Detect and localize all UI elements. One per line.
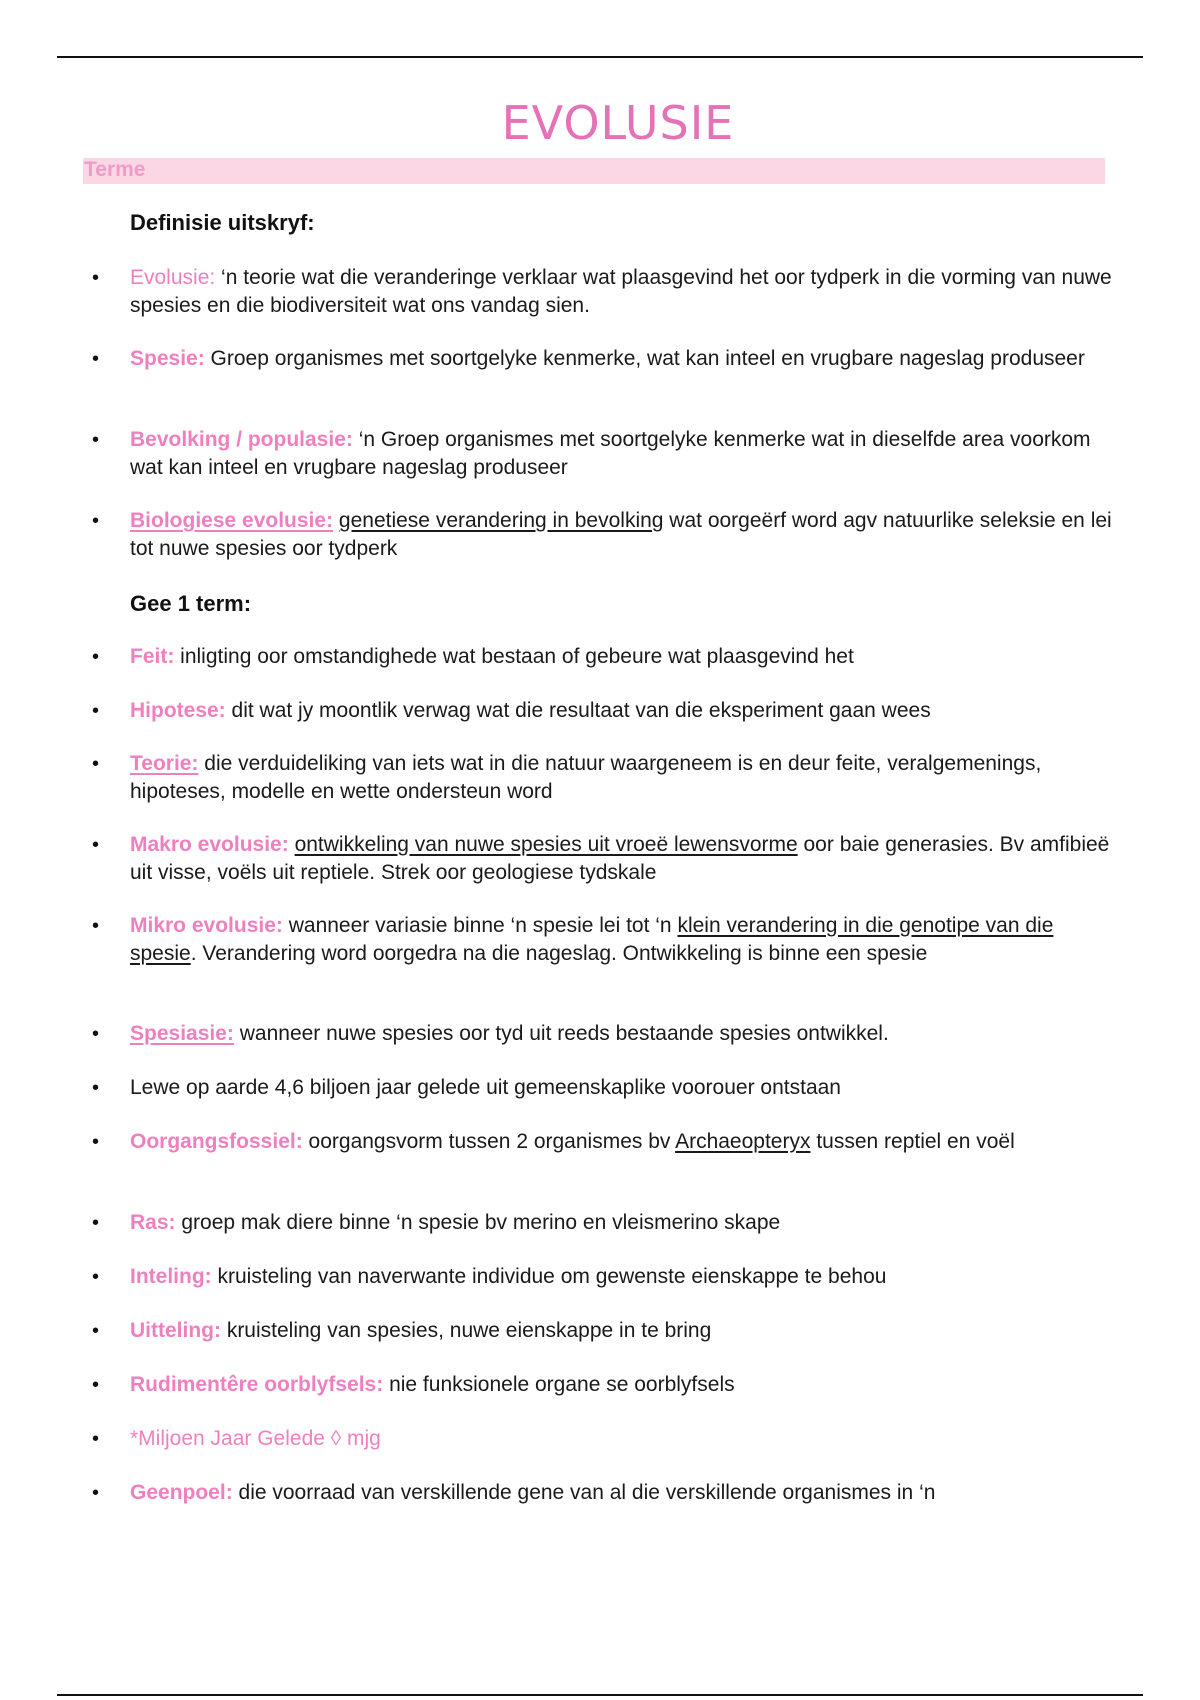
term-label: Spesie: bbox=[130, 347, 205, 370]
term-definition: Groep organismes met soortgelyke kenmerke, wat kan inteel en vrugbare nageslag produseer bbox=[204, 347, 1085, 370]
term-definition: ‘n Groep organismes met soortgelyke kenmerke wat in dieselfde area voorkom wat kan inteel en vrugbare nageslag produseer bbox=[130, 428, 1091, 479]
term-definition-part: wanneer variasie binne ‘n spesie lei tot ‘n bbox=[282, 914, 678, 937]
bullet-icon: • bbox=[92, 1320, 100, 1342]
list-item bbox=[92, 1317, 1112, 1345]
term-label: Biologiese evolusie: bbox=[130, 509, 334, 532]
term-label: Ras: bbox=[130, 1211, 176, 1234]
underlined-phrase: klein verandering in die genotipe van die spesie bbox=[130, 914, 1054, 965]
term-definition: wanneer nuwe spesies oor tyd uit reeds bestaande spesies ontwikkel. bbox=[233, 1022, 889, 1045]
list-item bbox=[92, 912, 1112, 968]
underlined-phrase: ontwikkeling van nuwe spesies uit vroeë lewensvorme bbox=[294, 833, 798, 856]
bullet-icon: • bbox=[92, 1266, 100, 1288]
list-item bbox=[92, 1425, 1112, 1453]
list-item bbox=[92, 1074, 1112, 1102]
section-header-label: Terme bbox=[84, 158, 146, 181]
bullet-icon: • bbox=[92, 1131, 100, 1153]
term-label: Teorie: bbox=[130, 752, 199, 775]
bottom-rule bbox=[57, 1694, 1143, 1696]
term-label: Spesiasie: bbox=[130, 1022, 234, 1045]
bullet-icon: • bbox=[92, 348, 100, 370]
bullet-icon: • bbox=[92, 1212, 100, 1234]
term-definition: inligting oor omstandighede wat bestaan of gebeure wat plaasgevind het bbox=[174, 645, 854, 668]
term-label: Mikro evolusie: bbox=[130, 914, 283, 937]
list-item bbox=[92, 1128, 1112, 1156]
term-definition: tussen reptiel en voël bbox=[810, 1130, 1015, 1153]
top-rule bbox=[57, 56, 1143, 58]
term-definition: kruisteling van naverwante individue om gewenste eienskappe te behou bbox=[211, 1265, 887, 1288]
bullet-icon: • bbox=[92, 1023, 100, 1045]
term-label: Makro evolusie: bbox=[130, 833, 289, 856]
term-definition: nie funksionele organe se oorblyfsels bbox=[383, 1373, 735, 1396]
subheading-terms: Gee 1 term: bbox=[130, 591, 252, 616]
term-definition: kruisteling van spesies, nuwe eienskappe in te bring bbox=[220, 1319, 712, 1342]
list-item bbox=[92, 1209, 1112, 1237]
term-label: Geenpoel: bbox=[130, 1481, 233, 1504]
list-item bbox=[92, 1479, 1112, 1507]
term-definition: . Verandering word oorgedra na die nageslag. Ontwikkeling is binne een spesie bbox=[190, 942, 928, 965]
page-title: EVOLUSIE bbox=[501, 96, 735, 150]
bullet-icon: • bbox=[92, 267, 100, 289]
bullet-icon: • bbox=[92, 1482, 100, 1504]
bullet-icon: • bbox=[92, 646, 100, 668]
bullet-icon: • bbox=[92, 429, 100, 451]
term-label: Feit: bbox=[130, 645, 175, 668]
term-label: Hipotese: bbox=[130, 699, 226, 722]
bullet-icon: • bbox=[92, 834, 100, 856]
bullet-icon: • bbox=[92, 915, 100, 937]
bullet-icon: • bbox=[92, 1077, 100, 1099]
term-definition: dit wat jy moontlik verwag wat die resultaat van die eksperiment gaan wees bbox=[225, 699, 931, 722]
term-definition: die voorraad van verskillende gene van al die verskillende organismes in ‘n bbox=[232, 1481, 936, 1504]
bullet-icon: • bbox=[92, 1374, 100, 1396]
bullet-icon: • bbox=[92, 1428, 100, 1450]
abbreviation-note: *Miljoen Jaar Gelede ◊ mjg bbox=[130, 1427, 381, 1450]
term-label: Bevolking / populasie: bbox=[130, 428, 353, 451]
list-item bbox=[92, 750, 1112, 806]
list-item bbox=[92, 831, 1112, 887]
statement-text: Lewe op aarde 4,6 biljoen jaar gelede uit gemeenskaplike voorouer ontstaan bbox=[130, 1076, 841, 1099]
subheading-definitions: Definisie uitskryf: bbox=[130, 210, 315, 235]
list-item bbox=[92, 426, 1112, 482]
term-label: Inteling: bbox=[130, 1265, 212, 1288]
list-item bbox=[92, 507, 1112, 563]
term-definition: oor baie generasies. Bv amfibieë uit visse, voëls uit reptiele. Strek oor geologiese tydskale bbox=[130, 833, 1110, 884]
term-definition: groep mak diere binne ‘n spesie bv merino en vleismerino skape bbox=[175, 1211, 781, 1234]
term-label: Oorgangsfossiel: bbox=[130, 1130, 303, 1153]
list-item bbox=[92, 697, 1112, 725]
underlined-phrase: Archaeopteryx bbox=[675, 1130, 811, 1153]
term-definition-part: oorgangsvorm tussen 2 organismes bv bbox=[302, 1130, 676, 1153]
term-label: Uitteling: bbox=[130, 1319, 221, 1342]
list-item bbox=[92, 1020, 1112, 1048]
list-item bbox=[92, 643, 1112, 671]
underlined-phrase: genetiese verandering in bevolking bbox=[338, 509, 664, 532]
term-label: Evolusie: bbox=[130, 266, 216, 289]
list-item bbox=[92, 345, 1112, 373]
bullet-icon: • bbox=[92, 510, 100, 532]
term-definition: die verduideliking van iets wat in die natuur waargeneem is en deur feite, veralgemenings, hipoteses, modelle en wette ondersteun word bbox=[130, 752, 1042, 803]
bullet-icon: • bbox=[92, 700, 100, 722]
bullet-icon: • bbox=[92, 753, 100, 775]
list-item bbox=[92, 264, 1112, 320]
term-definition: wat oorgeërf word agv natuurlike seleksie en lei tot nuwe spesies oor tydperk bbox=[130, 509, 1112, 560]
section-header bbox=[83, 158, 1105, 184]
term-label: Rudimentêre oorblyfsels: bbox=[130, 1373, 384, 1396]
list-item bbox=[92, 1263, 1112, 1291]
list-item bbox=[92, 1371, 1112, 1399]
term-definition: ‘n teorie wat die veranderinge verklaar wat plaasgevind het oor tydperk in die vorming van nuwe spesies en die biodiversiteit wat ons vandag sien. bbox=[130, 266, 1112, 317]
